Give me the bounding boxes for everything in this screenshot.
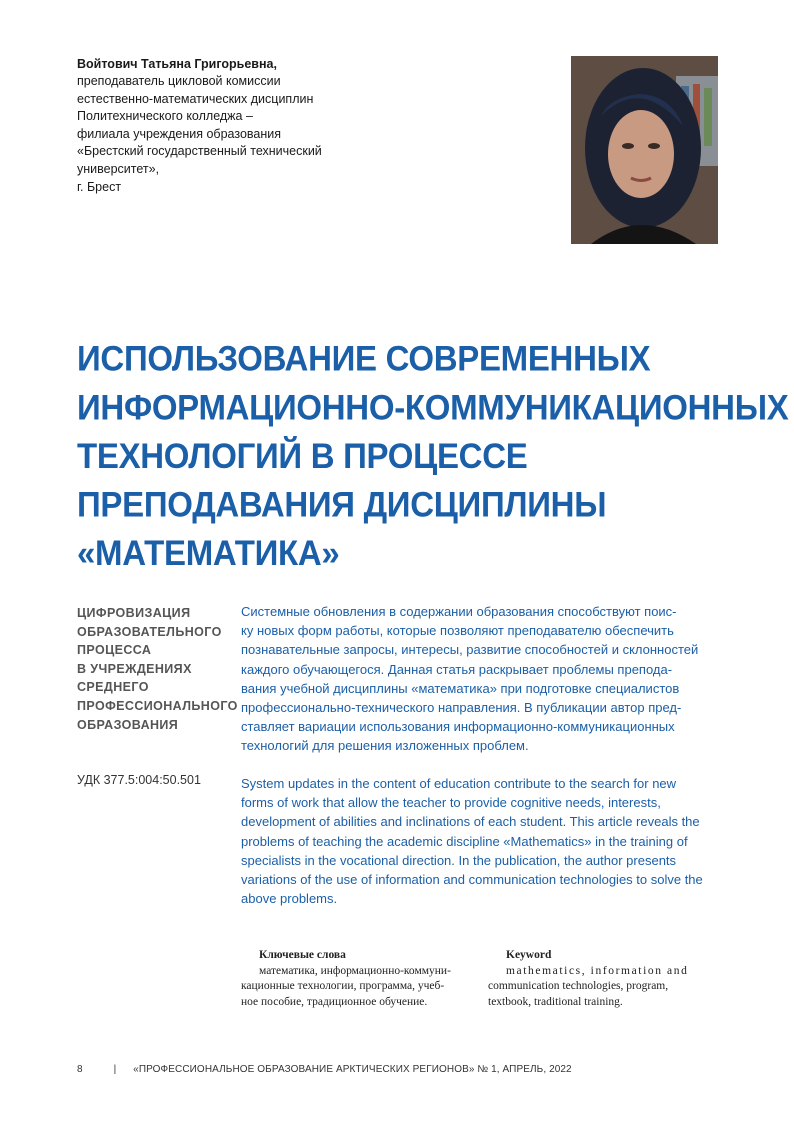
abstract-line: forms of work that allow the teacher to provide cognitive needs, interests, <box>241 795 661 811</box>
udk-code: УДК 377.5:004:50.501 <box>77 773 201 787</box>
rubric-line: ЦИФРОВИЗАЦИЯ <box>77 606 191 620</box>
author-affiliation-line: «Брестский государственный технический <box>77 144 322 159</box>
keywords-title: Ключевые слова <box>259 949 346 961</box>
page-number: 8 <box>77 1064 83 1075</box>
title-line: ИСПОЛЬЗОВАНИЕ СОВРЕМЕННЫХ <box>77 338 651 379</box>
abstract-line: технологий для решения изложенных проблем. <box>241 738 529 754</box>
author-name: Войтович Татьяна Григорьевна, <box>77 57 277 71</box>
rubric-heading <box>77 604 237 734</box>
abstract-english <box>241 774 721 908</box>
author-affiliation-line: филиала учреждения образования <box>77 126 281 141</box>
rubric-line: ОБРАЗОВАТЕЛЬНОГО <box>77 624 222 639</box>
author-affiliation-line: университет», <box>77 161 160 176</box>
keywords-line: кационные технологии, программа, учеб- <box>241 980 445 992</box>
abstract-line: профессионально-технического направления. В публикации автор пред- <box>241 700 682 716</box>
author-city: г. Брест <box>77 179 122 194</box>
rubric-line: В УЧРЕЖДЕНИЯХ <box>77 661 192 676</box>
title-line: ПРЕПОДАВАНИЯ ДИСЦИПЛИНЫ <box>77 484 607 525</box>
keywords-title: Keyword <box>506 949 552 961</box>
rubric-line: ПРОЦЕССА <box>77 643 152 658</box>
abstract-line: specialists in the vocational direction. In the publication, the author presents <box>241 852 677 868</box>
abstract-line: познавательные запросы, интересы, развитие способностей и склонностей <box>241 642 699 658</box>
abstract-line: Системные обновления в содержании образования способствуют поис- <box>241 604 677 619</box>
keywords-russian <box>241 948 471 1010</box>
footer-separator: | <box>113 1064 117 1075</box>
title-line: «МАТЕМАТИКА» <box>77 532 340 573</box>
author-photo <box>571 56 718 244</box>
rubric-line: СРЕДНЕГО <box>77 680 149 695</box>
keywords-line: ное пособие, традиционное обучение. <box>241 995 428 1008</box>
page-footer <box>77 1064 572 1075</box>
abstract-line: problems of teaching the academic discipline «Mathematics» in the training of <box>241 833 688 849</box>
keywords-line: communication technologies, program, <box>488 980 669 992</box>
abstract-line: каждого обучающегося. Данная статья раскрывает проблемы препода- <box>241 661 673 677</box>
title-line: ТЕХНОЛОГИЙ В ПРОЦЕССЕ <box>77 435 528 476</box>
abstract-line: variations of the use of information and communication technologies to solve the <box>241 872 703 888</box>
rubric-line: ОБРАЗОВАНИЯ <box>77 717 179 732</box>
abstract-line: above problems. <box>241 891 338 907</box>
rubric-line: ПРОФЕССИОНАЛЬНОГО <box>77 698 238 713</box>
author-info <box>77 56 377 196</box>
keywords-english <box>488 948 720 1010</box>
abstract-line: System updates in the content of education contribute to the search for new <box>241 776 677 791</box>
author-affiliation-line: Политехнического колледжа – <box>77 109 253 124</box>
abstract-line: ку новых форм работы, которые позволяют преподавателю обеспечить <box>241 623 674 639</box>
article-title <box>77 334 789 577</box>
abstract-line: ставляет вариации использования информационно-коммуникационных <box>241 719 675 735</box>
keywords-line: mathematics, information and <box>506 964 689 977</box>
title-line: ИНФОРМАЦИОННО-КОММУНИКАЦИОННЫХ <box>77 386 789 427</box>
journal-name: «ПРОФЕССИОНАЛЬНОЕ ОБРАЗОВАНИЕ АРКТИЧЕСКИХ РЕГИОНОВ» № 1, АПРЕЛЬ, 2022 <box>133 1064 572 1075</box>
abstract-line: вания учебной дисциплины «математика» при подготовке специалистов <box>241 680 680 696</box>
abstract-line: development of abilities and inclinations of each student. This article reveals the <box>241 814 700 830</box>
keywords-line: математика, информационно-коммуни- <box>259 964 451 977</box>
abstract-russian <box>241 602 721 756</box>
author-affiliation-line: преподаватель цикловой комиссии <box>77 74 281 88</box>
keywords-line: textbook, traditional training. <box>488 995 623 1008</box>
author-affiliation-line: естественно-математических дисциплин <box>77 91 314 106</box>
